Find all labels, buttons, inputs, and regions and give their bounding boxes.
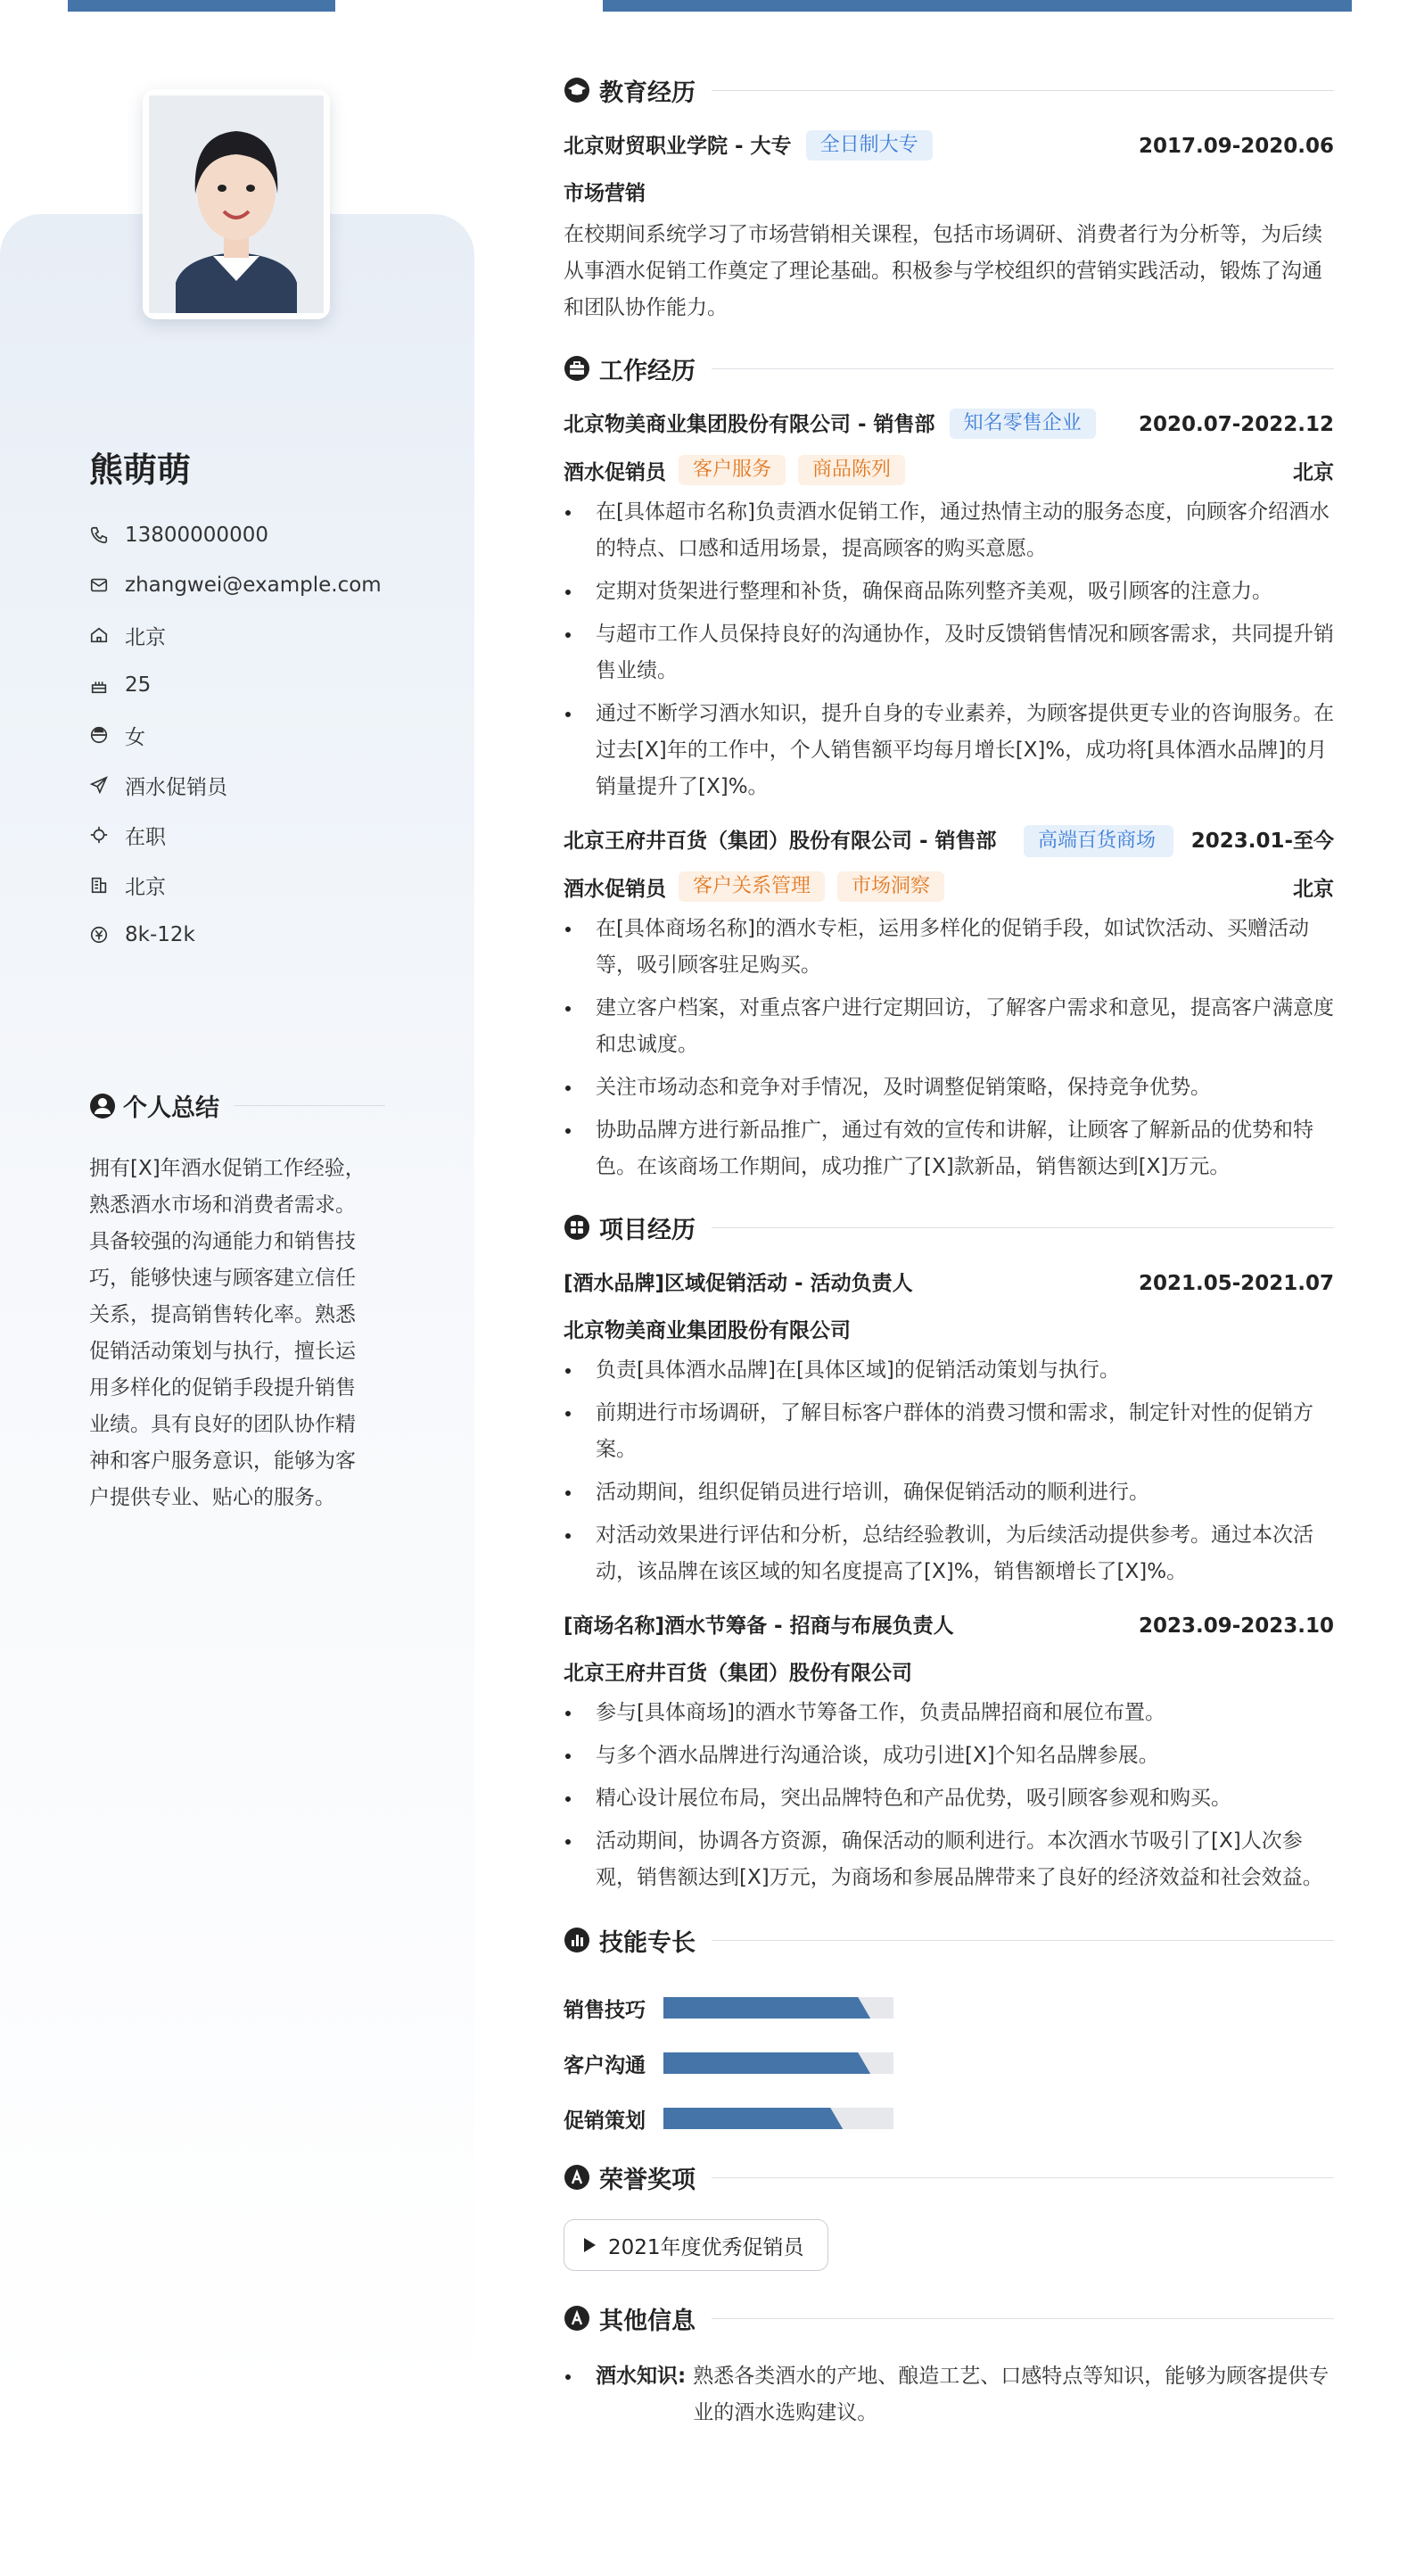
salary-value: 8k-12k	[125, 923, 195, 946]
email-value: zhangwei@example.com	[125, 574, 382, 597]
info-row-location	[89, 610, 464, 660]
project-org: 北京王府井百货（集团）股份有限公司	[564, 1662, 912, 1685]
summary-heading	[89, 1088, 385, 1123]
work-entry-head	[564, 409, 1334, 441]
info-row-position	[89, 760, 464, 810]
bar-chart-icon	[564, 1927, 590, 1953]
work-title: 工作经历	[599, 357, 696, 385]
skills-list	[564, 1980, 1334, 2146]
skill-bar-fill	[663, 2052, 870, 2074]
skill-bar	[663, 1997, 893, 2019]
info-row-city	[89, 860, 464, 910]
other-item	[564, 2358, 1334, 2432]
work-skill-tag: 市场洞察	[837, 871, 944, 902]
project-bullets	[564, 1352, 1334, 1590]
projects-title: 项目经历	[599, 1216, 696, 1244]
work-company-tag: 知名零售企业	[950, 409, 1096, 439]
project-entry-head	[564, 1267, 1334, 1300]
work-company: 北京物美商业集团股份有限公司 - 销售部	[564, 413, 935, 436]
work-bullets	[564, 911, 1334, 1185]
info-row-email	[89, 560, 464, 610]
age-icon	[89, 675, 109, 695]
skill-bar	[663, 2052, 893, 2074]
work-entry-head	[564, 825, 1334, 857]
list-item: 在[具体商场名称]的酒水专柜，运用多样化的促销手段，如试饮活动、买赠活动等，吸引顾客驻足购买。	[564, 911, 1334, 984]
project-org-row	[564, 1314, 1334, 1343]
other-title: 其他信息	[599, 2307, 696, 2335]
other-key: 酒水知识:	[596, 2365, 687, 2388]
education-date: 2017.09-2020.06	[1138, 135, 1334, 158]
location-value: 北京	[125, 625, 166, 649]
info-row-salary	[89, 910, 464, 960]
project-date: 2023.09-2023.10	[1138, 1614, 1334, 1638]
list-item: 与多个酒水品牌进行沟通洽谈，成功引进[X]个知名品牌参展。	[564, 1738, 1334, 1774]
main-content	[564, 70, 1334, 2432]
list-item: 负责[具体酒水品牌]在[具体区域]的促销活动策划与执行。	[564, 1352, 1334, 1389]
info-badge-icon	[564, 2305, 590, 2332]
education-major-row	[564, 177, 1334, 206]
summary-divider	[234, 1105, 385, 1106]
education-major: 市场营销	[564, 182, 646, 205]
skills-heading	[564, 1920, 1334, 1961]
skill-name: 销售技巧	[564, 1998, 646, 2022]
skill-bar	[663, 2108, 893, 2129]
awards-divider	[712, 2177, 1334, 2178]
graduation-cap-icon	[564, 77, 590, 103]
salary-icon	[89, 925, 109, 945]
education-tag: 全日制大专	[806, 130, 933, 161]
gender-icon	[89, 725, 109, 745]
work-city: 北京	[1293, 877, 1334, 901]
list-item: 对活动效果进行评估和分析，总结经验教训，为后续活动提供参考。通过本次活动，该品牌在该区域的知名度提高了[X]%，销售额增长了[X]%。	[564, 1517, 1334, 1590]
candidate-name: 熊萌萌	[89, 450, 192, 490]
project-bullets	[564, 1695, 1334, 1896]
list-item: 定期对货架进行整理和补货，确保商品陈列整齐美观，吸引顾客的注意力。	[564, 574, 1334, 610]
list-item: 与超市工作人员保持良好的沟通协作，及时反馈销售情况和顾客需求，共同提升销售业绩。	[564, 616, 1334, 689]
list-item: 活动期间，组织促销员进行培训，确保促销活动的顺利进行。	[564, 1474, 1334, 1511]
other-divider	[712, 2318, 1334, 2319]
phone-value: 13800000000	[125, 524, 268, 547]
grid-icon	[564, 1214, 590, 1241]
work-city: 北京	[1293, 460, 1334, 484]
project-org: 北京物美商业集团股份有限公司	[564, 1319, 851, 1342]
summary-text: 拥有[X]年酒水促销工作经验，熟悉酒水市场和消费者需求。具备较强的沟通能力和销售技巧，能够快速与顾客建立信任关系，提高销售转化率。熟悉促销活动策划与执行，擅长运用多样化的促销手段提升销售业绩。具有良好的团队协作精神和客户服务意识，能够为客户提供专业、贴心的服务。	[89, 1157, 366, 1509]
awards-title: 荣誉奖项	[599, 2166, 696, 2194]
info-row-age	[89, 660, 464, 710]
info-row-gender	[89, 710, 464, 760]
list-item: 协助品牌方进行新品推广，通过有效的宣传和讲解，让顾客了解新品的优势和特色。在该商场工作期间，成功推广了[X]款新品，销售额达到[X]万元。	[564, 1112, 1334, 1185]
work-skill-tag: 客户服务	[679, 455, 786, 485]
education-divider	[712, 90, 1334, 91]
education-school: 北京财贸职业学院 - 大专	[564, 135, 792, 158]
award-item	[564, 2219, 828, 2271]
top-accent-bar-left	[68, 0, 335, 12]
list-item: 参与[具体商场]的酒水节筹备工作，负责品牌招商和展位布置。	[564, 1695, 1334, 1731]
project-name: [商场名称]酒水节筹备 - 招商与布展负责人	[564, 1614, 954, 1638]
work-entry	[564, 825, 1334, 1185]
briefcase-icon	[564, 355, 590, 382]
education-heading	[564, 70, 1334, 111]
avatar-photo	[149, 95, 324, 313]
work-bullets	[564, 494, 1334, 805]
list-item: 在[具体超市名称]负责酒水促销工作，通过热情主动的服务态度，向顾客介绍酒水的特点、口感和适用场景，提高顾客的购买意愿。	[564, 494, 1334, 567]
skill-item	[564, 1980, 961, 2035]
position-value: 酒水促销员	[125, 775, 227, 799]
list-item: 建立客户档案，对重点客户进行定期回访，了解客户需求和意见，提高客户满意度和忠诚度。	[564, 990, 1334, 1063]
list-item: 通过不断学习酒水知识，提升自身的专业素养，为顾客提供更专业的咨询服务。在过去[X]年的工作中，个人销售额平均每月增长[X]%，成功将[具体酒水品牌]的月销量提升了[X]%。	[564, 696, 1334, 805]
skills-divider	[712, 1940, 1334, 1941]
other-value: 熟悉各类酒水的产地、酿造工艺、口感特点等知识，能够为顾客提供专业的酒水选购建议。	[693, 2365, 1330, 2424]
contact-info-list	[89, 510, 464, 960]
project-entry	[564, 1610, 1334, 1896]
work-date: 2023.01-至今	[1190, 830, 1334, 853]
work-role: 酒水促销员	[564, 460, 666, 484]
mail-icon	[89, 575, 109, 595]
info-row-status	[89, 810, 464, 860]
send-icon	[89, 775, 109, 795]
building-icon	[89, 875, 109, 895]
other-heading	[564, 2298, 1334, 2339]
skill-name: 促销策划	[564, 2109, 646, 2133]
work-role-row	[564, 455, 1334, 485]
list-item: 精心设计展位布局，突出品牌特色和产品优势，吸引顾客参观和购买。	[564, 1780, 1334, 1817]
list-item: 活动期间，协调各方资源，确保活动的顺利进行。本次酒水节吸引了[X]人次参观，销售额达到[X]万元，为商场和参展品牌带来了良好的经济效益和社会效益。	[564, 1823, 1334, 1896]
avatar	[143, 89, 330, 319]
skill-item	[564, 2035, 961, 2091]
work-role-row	[564, 871, 1334, 902]
home-icon	[89, 625, 109, 645]
user-icon	[89, 1093, 116, 1119]
project-name: [酒水品牌]区域促销活动 - 活动负责人	[564, 1272, 913, 1295]
status-icon	[89, 825, 109, 845]
award-icon	[564, 2164, 590, 2191]
award-name: 2021年度优秀促销员	[608, 2235, 804, 2259]
project-entry	[564, 1267, 1334, 1590]
status-value: 在职	[125, 825, 166, 849]
project-entry-head	[564, 1610, 1334, 1642]
list-item: 前期进行市场调研，了解目标客户群体的消费习惯和需求，制定针对性的促销方案。	[564, 1395, 1334, 1468]
list-item: 关注市场动态和竞争对手情况，及时调整促销策略，保持竞争优势。	[564, 1069, 1334, 1106]
education-entry-head	[564, 130, 1334, 162]
work-divider	[712, 368, 1334, 369]
age-value: 25	[125, 673, 152, 697]
work-heading	[564, 348, 1334, 389]
work-role: 酒水促销员	[564, 877, 666, 901]
work-skill-tag: 商品陈列	[798, 455, 905, 485]
work-company: 北京王府井百货（集团）股份有限公司 - 销售部	[564, 830, 997, 853]
work-skill-tag: 客户关系管理	[679, 871, 825, 902]
education-desc: 在校期间系统学习了市场营销相关课程，包括市场调研、消费者行为分析等，为后续从事酒水促销工作奠定了理论基础。积极参与学校组织的营销实践活动，锻炼了沟通和团队协作能力。	[564, 223, 1322, 319]
education-title: 教育经历	[599, 78, 696, 107]
gender-value: 女	[125, 725, 145, 749]
skill-name: 客户沟通	[564, 2053, 646, 2077]
awards-heading	[564, 2157, 1334, 2198]
phone-icon	[89, 525, 109, 545]
skill-item	[564, 2091, 961, 2146]
city-value: 北京	[125, 875, 166, 899]
work-company-tag: 高端百货商场	[1024, 825, 1173, 857]
skill-bar-fill	[663, 1997, 870, 2019]
project-date: 2021.05-2021.07	[1138, 1272, 1334, 1295]
project-org-row	[564, 1656, 1334, 1686]
work-entry	[564, 409, 1334, 805]
projects-divider	[712, 1227, 1334, 1228]
skill-bar-fill	[663, 2108, 843, 2129]
top-accent-bar-right	[603, 0, 1352, 12]
info-row-phone	[89, 510, 464, 560]
play-icon	[584, 2238, 596, 2252]
projects-heading	[564, 1207, 1334, 1248]
skills-title: 技能专长	[599, 1928, 696, 1957]
summary-title: 个人总结	[123, 1094, 219, 1122]
work-date: 2020.07-2022.12	[1138, 413, 1334, 436]
